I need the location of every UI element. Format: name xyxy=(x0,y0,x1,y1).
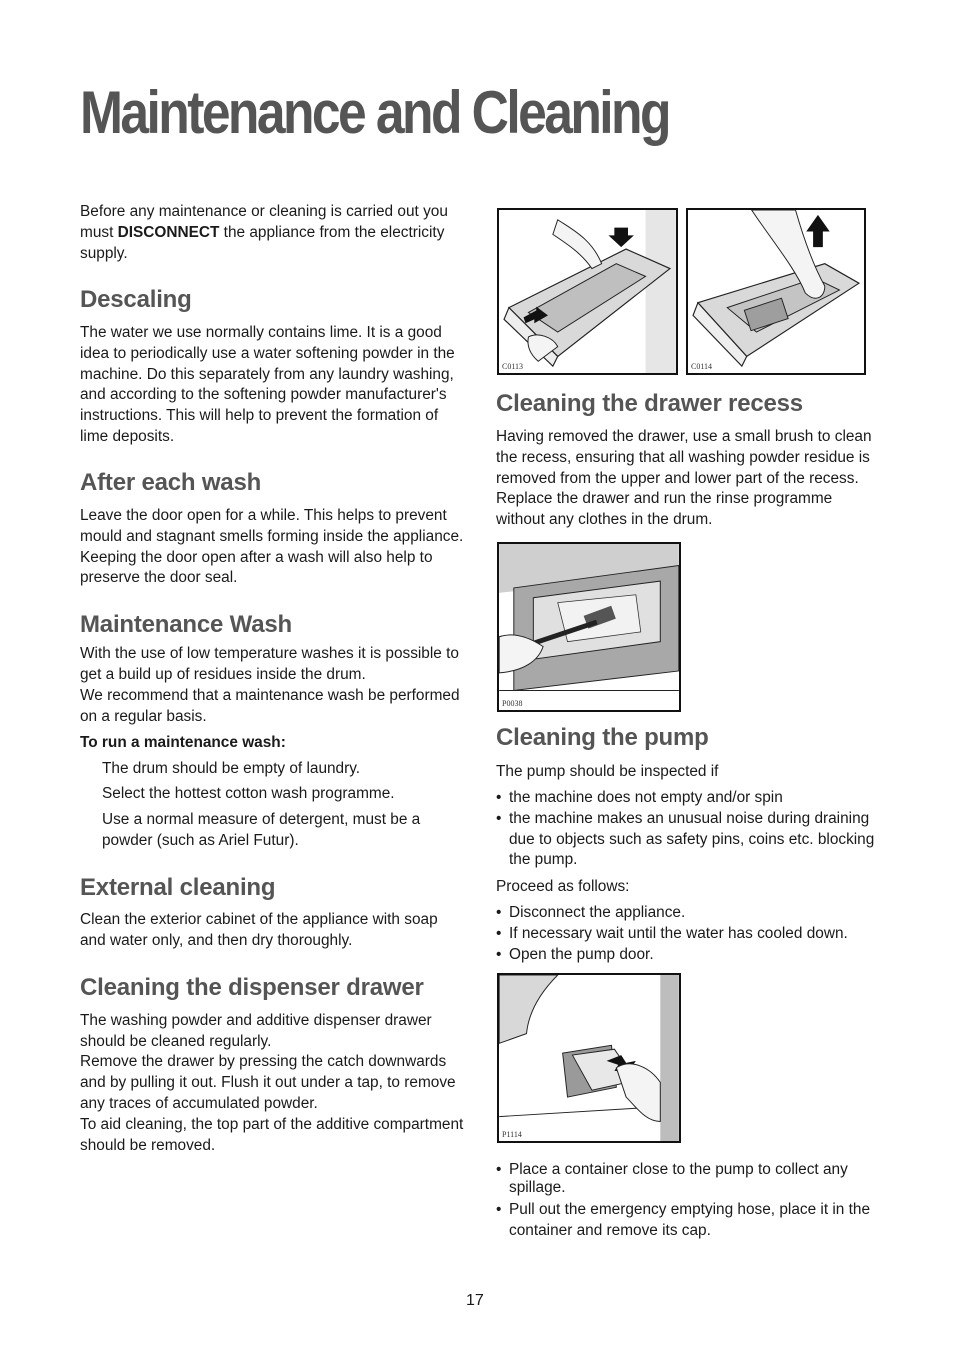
intro-bold-disconnect: DISCONNECT xyxy=(117,223,220,241)
maintenance-wash-body1: With the use of low temperature washes it is possible to get a build up of residues inside the drum. xyxy=(80,645,459,683)
figure-code: P0038 xyxy=(502,699,523,708)
drawer-recess-heading: Cleaning the drawer recess xyxy=(496,390,803,417)
descaling-heading: Descaling xyxy=(80,286,192,313)
figure-code: P1114 xyxy=(502,1130,522,1139)
drawer-illustration xyxy=(499,210,676,373)
recess-brush-figure xyxy=(497,542,681,712)
dispenser-body2: Remove the drawer by pressing the catch downwards and by pulling it out. Flush it out under a tap, to remove any traces of accumulated powder. xyxy=(80,1053,456,1112)
pump-steps-list xyxy=(496,903,881,965)
drawer-recess-body: Having removed the drawer, use a small brush to clean the recess, ensuring that all washing powder residue is removed from the upper and lower part of the recess. Replace the drawer and run the rinse programme without any clothes in the drum. xyxy=(496,428,872,529)
pump-door-illustration xyxy=(499,975,679,1141)
page-number: 17 xyxy=(466,1292,484,1309)
after-wash-body: Leave the door open for a while. This helps to prevent mould and stagnant smells forming inside the appliance. Keeping the door open after a wash will also help to preserve the door seal. xyxy=(80,507,464,587)
list-item: • the machine makes an unusual noise during draining due to objects such as safety pins, coins etc. blocking the pump. xyxy=(496,809,881,871)
figure-code: C0114 xyxy=(691,362,713,371)
figure-code: C0113 xyxy=(502,362,524,371)
drawer-press-catch-figure xyxy=(497,208,678,375)
dispenser-body1: The washing powder and additive dispenser drawer should be cleaned regularly. xyxy=(80,1012,432,1050)
maintenance-wash-heading: Maintenance Wash xyxy=(80,611,292,638)
maintenance-step: The drum should be empty of laundry. xyxy=(102,760,361,777)
maintenance-wash-body2: We recommend that a maintenance wash be performed on a regular basis. xyxy=(80,687,460,725)
drawer-remove-top-figure xyxy=(686,208,866,375)
recess-illustration xyxy=(499,544,679,710)
page-title: Maintenance and Cleaning xyxy=(80,79,669,146)
pump-steps2-list xyxy=(496,1161,881,1242)
list-item: • Open the pump door. xyxy=(496,945,881,966)
after-wash-heading: After each wash xyxy=(80,469,262,496)
pump-conditions-list xyxy=(496,788,881,871)
pump-proceed: Proceed as follows: xyxy=(496,878,630,895)
dispenser-heading: Cleaning the dispenser drawer xyxy=(80,974,424,1001)
intro-paragraph xyxy=(80,202,465,264)
pump-door-figure xyxy=(497,973,681,1143)
descaling-body: The water we use normally contains lime. It is a good idea to periodically use a water softening powder in the machine. Do this separately from any laundry washing, and according to the softening powder manufacturer's instructions. This will help to prevent the formation of lime deposits. xyxy=(80,324,455,445)
maintenance-step: Select the hottest cotton wash programme. xyxy=(102,785,395,802)
maintenance-wash-subheading: To run a maintenance wash: xyxy=(80,734,286,751)
dispenser-body3: To aid cleaning, the top part of the additive compartment should be removed. xyxy=(80,1116,464,1154)
list-item: • Place a container close to the pump to collect any spillage. xyxy=(496,1161,881,1197)
intro-text: Before any maintenance or cleaning is carried out you must xyxy=(80,203,448,241)
list-item: • Pull out the emergency emptying hose, place it in the container and remove its cap. xyxy=(496,1200,881,1242)
drawer-top-illustration xyxy=(688,210,864,373)
list-item: • If necessary wait until the water has cooled down. xyxy=(496,924,881,945)
list-item: • the machine does not empty and/or spin xyxy=(496,788,881,809)
external-cleaning-heading: External cleaning xyxy=(80,874,276,901)
external-cleaning-body: Clean the exterior cabinet of the appliance with soap and water only, and then dry thoroughly. xyxy=(80,911,438,949)
pump-intro: The pump should be inspected if xyxy=(496,763,719,780)
list-item: • Disconnect the appliance. xyxy=(496,903,881,924)
pump-heading: Cleaning the pump xyxy=(496,724,709,751)
intro-text-after: the appliance from the electricity supply. xyxy=(80,223,445,262)
maintenance-step: Use a normal measure of detergent, must be a powder (such as Ariel Futur). xyxy=(102,811,421,849)
